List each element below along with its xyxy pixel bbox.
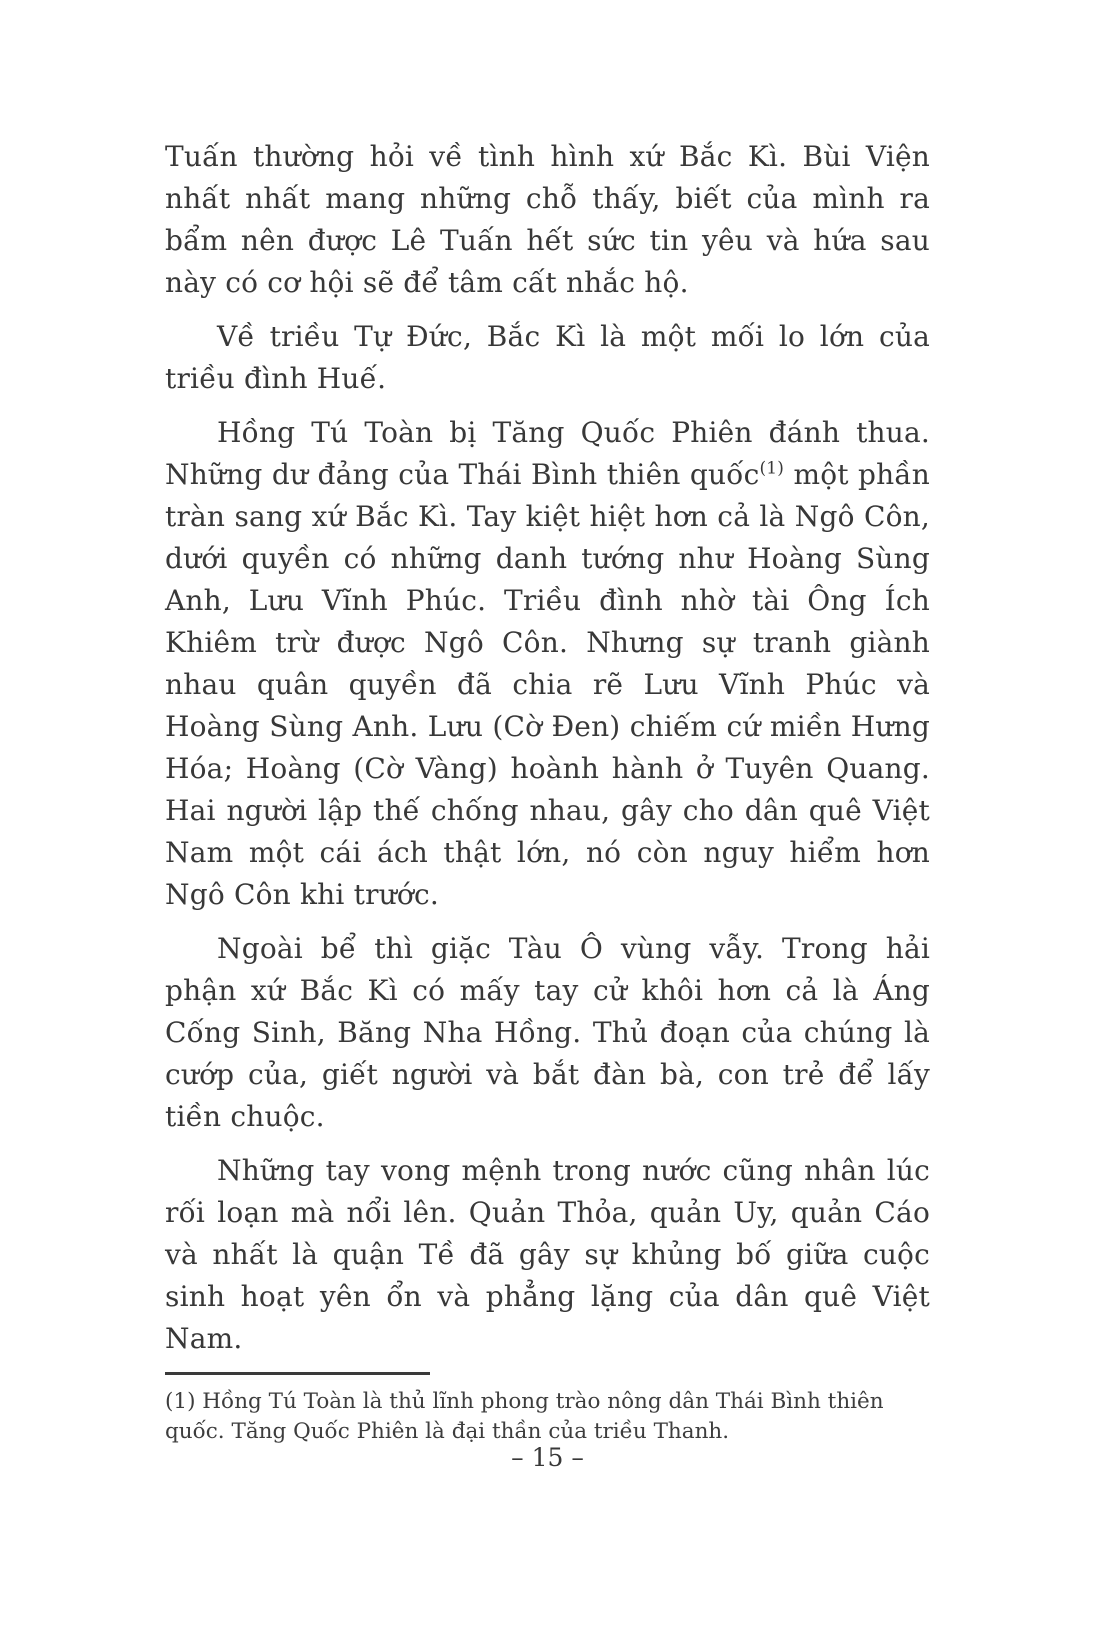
text-run: Ngoài bể thì giặc Tàu Ô vùng vẫy. Trong hải phận xứ Bắc Kì có mấy tay cử khôi hơn cả là Áng Cống Sinh, Băng Nha Hồng. Thủ đoạn của chúng là cướp của, giết người và bắt đàn bà, con trẻ để lấy tiền chuộc. [165, 932, 930, 1133]
text-run: Về triều Tự Đức, Bắc Kì là một mối lo lớn của triều đình Huế. [165, 320, 930, 395]
text-run: một phần tràn sang xứ Bắc Kì. Tay kiệt hiệt hơn cả là Ngô Côn, dưới quyền có những danh tướng như Hoàng Sùng Anh, Lưu Vĩnh Phúc. Triều đình nhờ tài Ông Ích Khiêm trừ được Ngô Côn. Nhưng sự tranh giành nhau quân quyền đã chia rẽ Lưu Vĩnh Phúc và Hoàng Sùng Anh. Lưu (Cờ Đen) chiếm cứ miền Hưng Hóa; Hoàng (Cờ Vàng) hoành hành ở Tuyên Quang. Hai người lập thế chống nhau, gây cho dân quê Việt Nam một cái ách thật lớn, nó còn nguy hiểm hơn Ngô Côn khi trước. [165, 458, 930, 911]
paragraph [165, 136, 930, 304]
text-run: Những tay vong mệnh trong nước cũng nhân lúc rối loạn mà nổi lên. Quản Thỏa, quản Uy, quản Cáo và nhất là quận Tề đã gây sự khủng bố giữa cuộc sinh hoạt yên ổn và phẳng lặng của dân quê Việt Nam. [165, 1154, 930, 1355]
footnote-area [165, 1372, 930, 1447]
footnote-reference: (1) [759, 458, 785, 479]
paragraph [165, 316, 930, 400]
page-number: – 15 – [511, 1443, 584, 1472]
text-run: Hồng Tú Toàn bị Tăng Quốc Phiên đánh thua. Những dư đảng của Thái Bình thiên quốc [165, 416, 930, 491]
paragraph [165, 412, 930, 916]
paragraph [165, 1150, 930, 1360]
footnote-separator [165, 1372, 430, 1375]
body-text [165, 136, 930, 1447]
text-run: Tuấn thường hỏi về tình hình xứ Bắc Kì. Bùi Viện nhất nhất mang những chỗ thấy, biết của mình ra bẩm nên được Lê Tuấn hết sức tin yêu và hứa sau này có cơ hội sẽ để tâm cất nhắc hộ. [165, 140, 930, 299]
paragraph [165, 928, 930, 1138]
footnote-text: (1) Hồng Tú Toàn là thủ lĩnh phong trào nông dân Thái Bình thiên quốc. Tăng Quốc Phiên là đại thần của triều Thanh. [165, 1389, 884, 1444]
